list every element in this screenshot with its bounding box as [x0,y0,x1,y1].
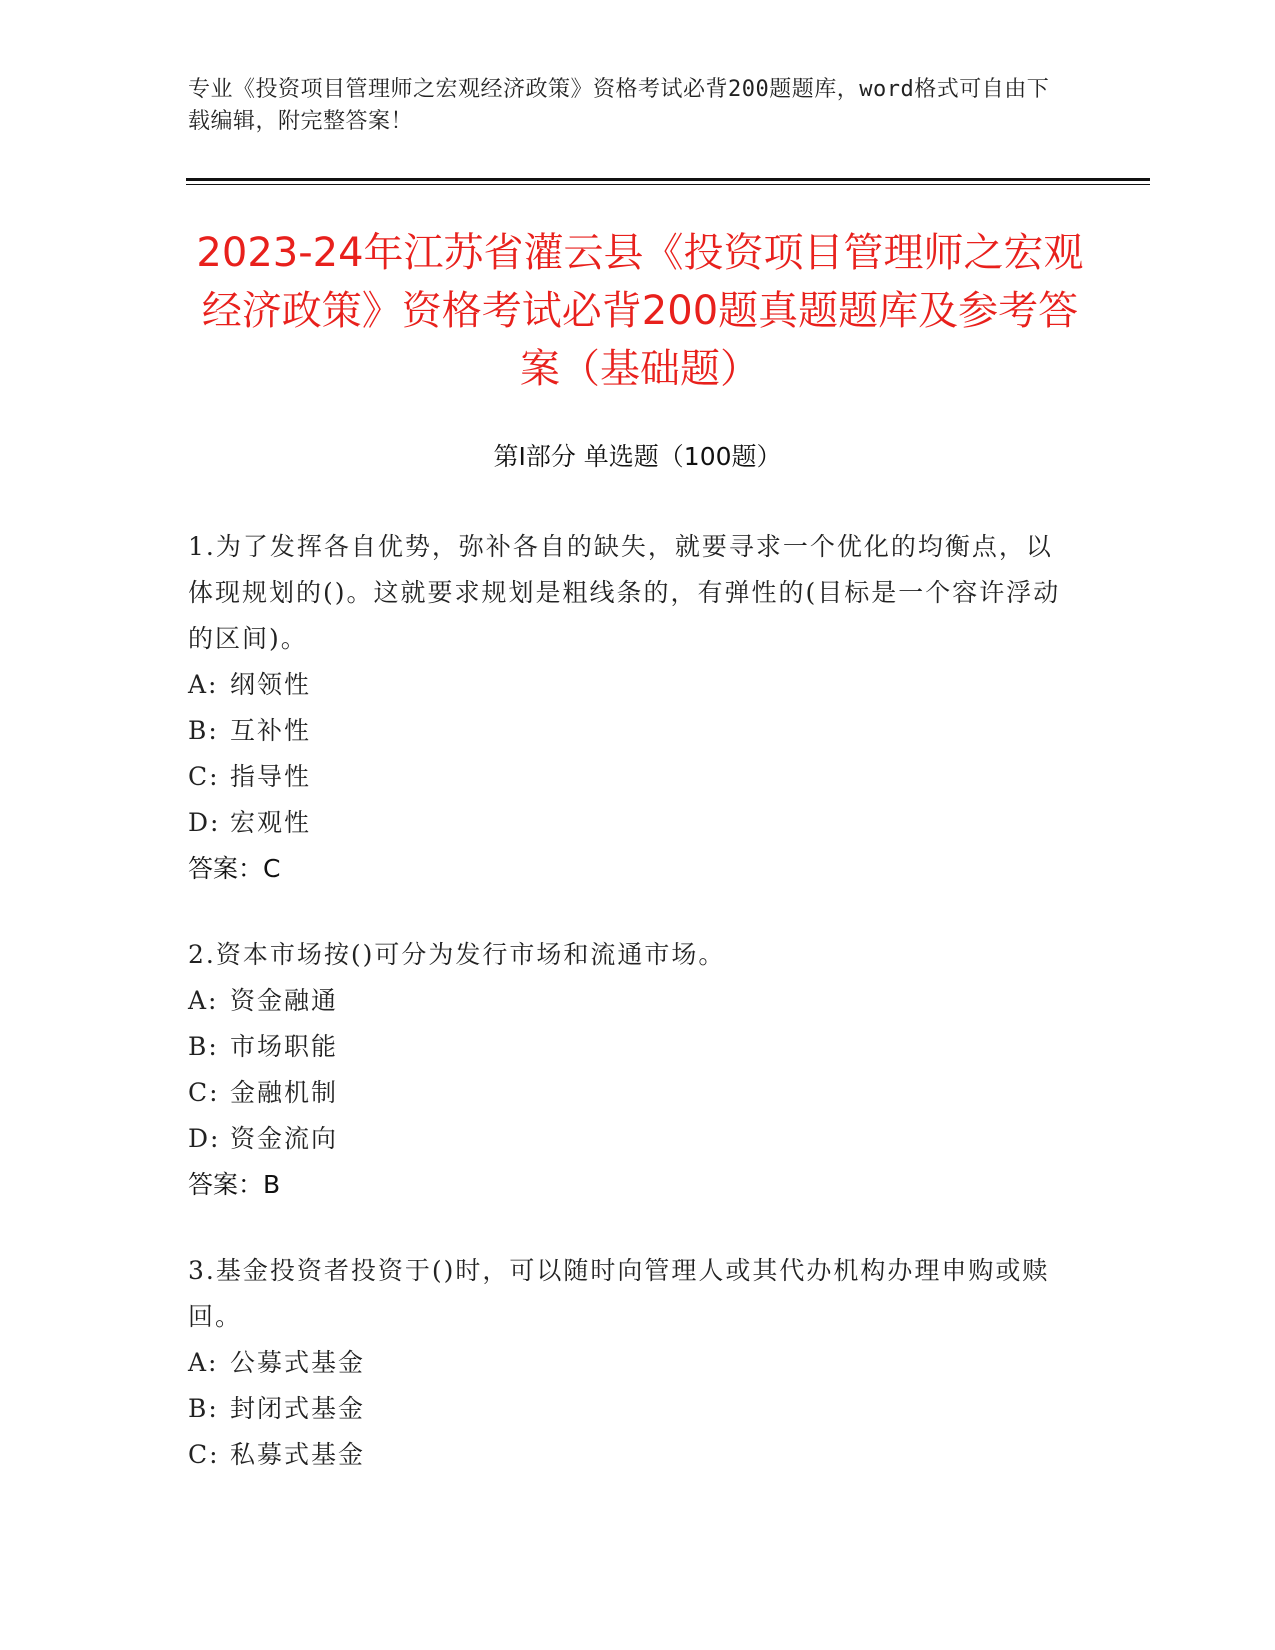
option-label: C: [188,762,220,791]
question-stem: 1.为了发挥各自优势，弥补各自的缺失，就要寻求一个优化的均衡点，以体现规划的()。这就要求规划是粗线条的，有弹性的(目标是一个容许浮动的区间)。 [188,532,1061,653]
option-label: B: [188,1032,219,1061]
option-c [188,1070,1068,1116]
option-text: 互补性 [230,716,312,745]
option-text: 公募式基金 [230,1348,366,1377]
option-label: A: [188,1348,219,1377]
question-1 [188,524,1068,892]
option-label: C: [188,1078,220,1107]
answer-line: 答案：C [188,854,281,883]
option-text: 纲领性 [230,670,312,699]
option-b [188,708,1068,754]
option-label: C: [188,1440,220,1469]
option-text: 宏观性 [230,808,312,837]
option-label: A: [188,670,219,699]
option-d [188,1116,1068,1162]
header-note: 专业《投资项目管理师之宏观经济政策》资格考试必背200题题库，word格式可自由下载编辑，附完整答案！ [188,77,1050,134]
option-text: 资金流向 [230,1124,339,1153]
option-d [188,800,1068,846]
question-stem: 2.资本市场按()可分为发行市场和流通市场。 [188,940,726,969]
option-b [188,1386,1068,1432]
option-label: D: [188,808,221,837]
option-text: 封闭式基金 [230,1394,366,1423]
header-divider-thick [186,178,1150,181]
option-c [188,1432,1068,1478]
option-text: 金融机制 [230,1078,339,1107]
question-stem: 3.基金投资者投资于()时，可以随时向管理人或其代办机构办理申购或赎回。 [188,1256,1050,1331]
section-heading: 第Ⅰ部分 单选题（100题） [493,442,782,471]
option-c [188,754,1068,800]
option-text: 私募式基金 [230,1440,366,1469]
option-a [188,1340,1068,1386]
option-a [188,978,1068,1024]
option-label: B: [188,1394,219,1423]
question-2 [188,932,1068,1208]
option-a [188,662,1068,708]
option-text: 市场职能 [230,1032,339,1061]
option-text: 资金融通 [230,986,339,1015]
header-divider-thin [186,184,1150,185]
option-label: D: [188,1124,221,1153]
question-3 [188,1248,1068,1478]
answer-line: 答案：B [188,1170,281,1199]
question-list [188,524,1068,1518]
option-label: A: [188,986,219,1015]
option-text: 指导性 [230,762,312,791]
document-title: 2023-24年江苏省灌云县《投资项目管理师之宏观经济政策》资格考试必背200题真题题库及参考答案（基础题） [196,230,1084,392]
option-label: B: [188,716,219,745]
option-b [188,1024,1068,1070]
